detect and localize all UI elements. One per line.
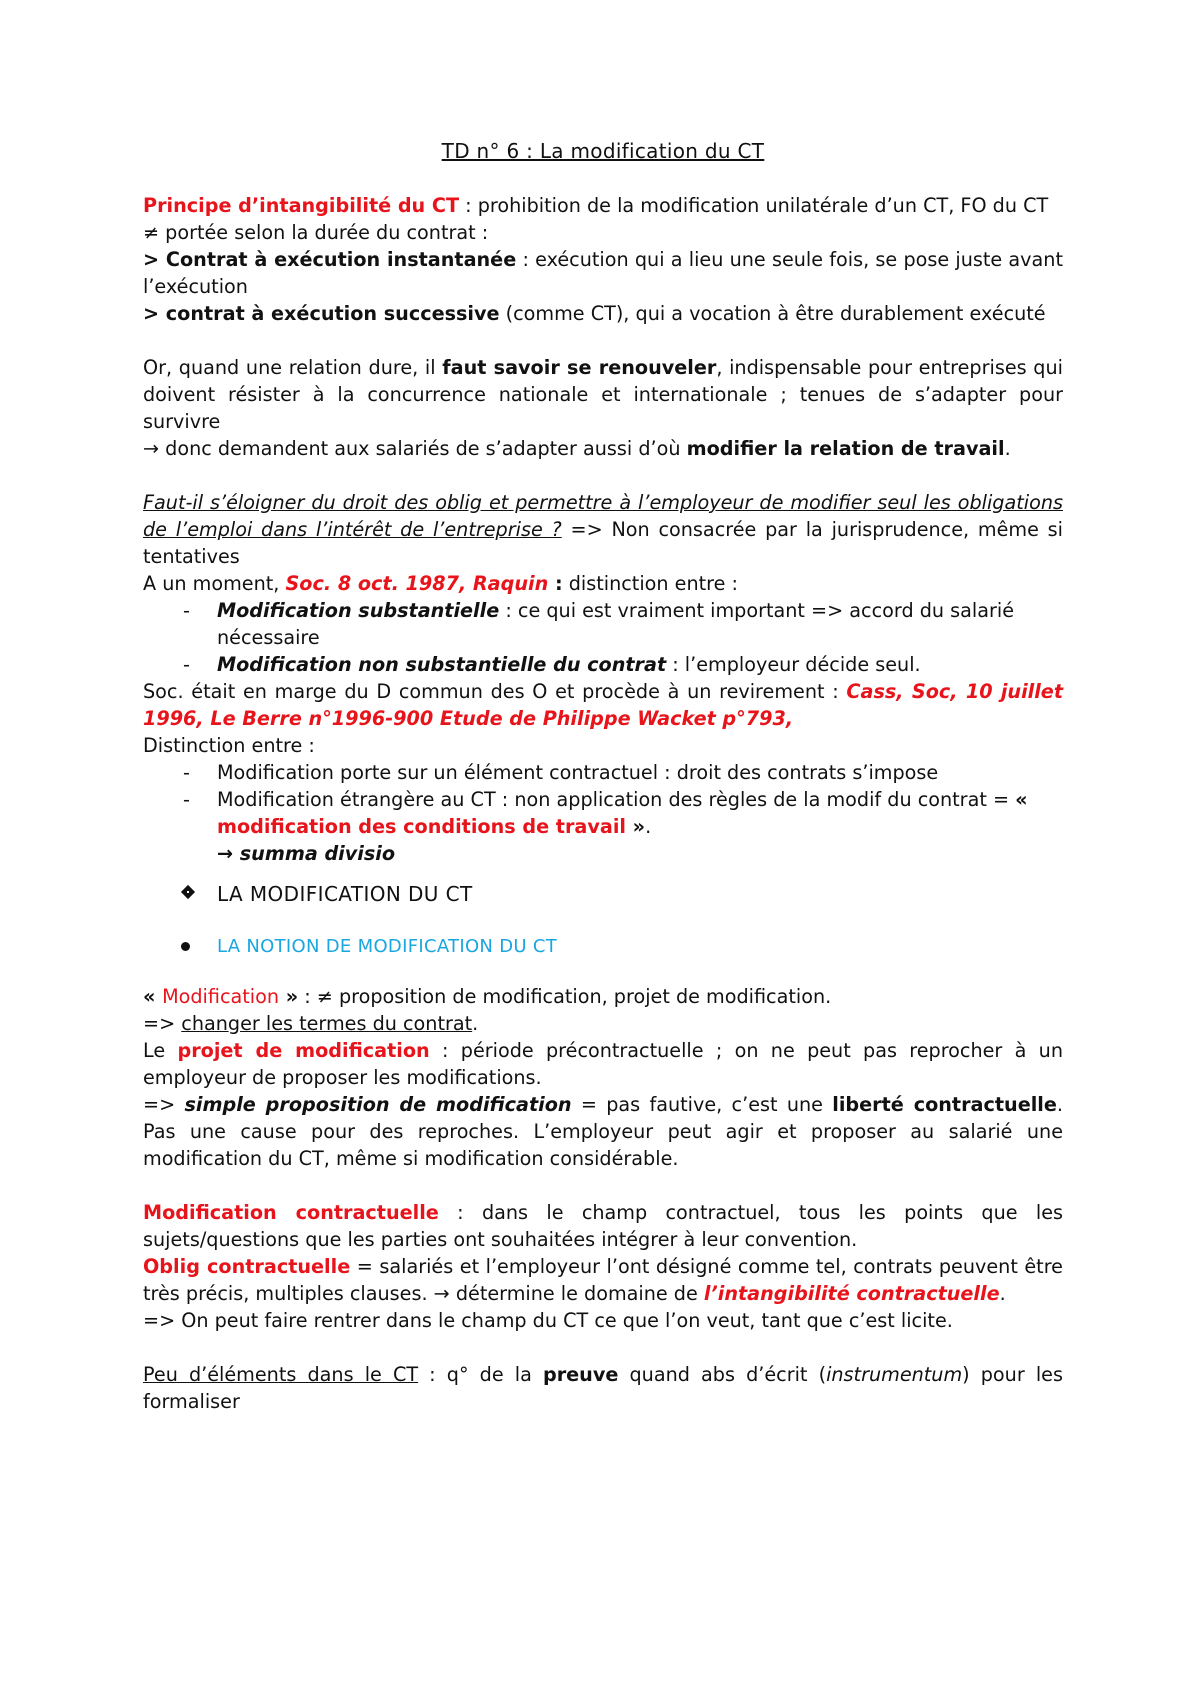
term-renouveler: faut savoir se renouveler	[442, 356, 717, 379]
text: .	[472, 1012, 479, 1035]
text: =>	[143, 1012, 182, 1035]
text: =>	[143, 1093, 185, 1116]
paragraph-simple-proposition	[143, 1091, 1063, 1172]
heading-1	[143, 879, 1063, 909]
term-modifier-relation: modifier la relation de travail	[686, 437, 1005, 460]
text: , indispensable pour entreprises qui doivent résister à la concurrence nationale et internationale ; tenues de s’adapter pour survivre	[143, 356, 1063, 433]
term-simple-proposition: simple proposition de modification	[184, 1093, 572, 1116]
document-body	[143, 138, 1063, 1415]
text: A un moment,	[143, 572, 286, 595]
term-instantanee: Contrat à exécution instantanée	[165, 248, 517, 271]
text: : prohibition de la modification unilatérale d’un CT, FO du CT	[459, 194, 1049, 217]
spacer	[143, 327, 1063, 354]
text: → donc demandent aux salariés de s’adapter aussi d’où	[143, 437, 687, 460]
term-oblig-contractuelle: Oblig contractuelle	[143, 1255, 351, 1278]
text: ) pour les formaliser	[143, 1363, 1063, 1413]
term-intangibilite-contractuelle: l’intangibilité contractuelle	[703, 1282, 1000, 1305]
text: : dans le champ contractuel, tous les points que les sujets/questions que les parties ont souhaitées intégrer à leur convention.	[143, 1201, 1064, 1251]
spacer	[143, 462, 1063, 489]
text: quand abs d’écrit (	[618, 1363, 827, 1386]
text: Soc. était en marge du D commun des O et procède à un revirement :	[143, 680, 847, 703]
question-text: Faut-il s’éloigner du droit des oblig et permettre à l’employeur de modifier seul les obligations de l’emploi dans l’intérêt de l’entreprise ?	[143, 491, 1063, 541]
paragraph-intangibility	[143, 192, 1063, 219]
summa-divisio	[143, 840, 1063, 867]
term-non-substantielle: Modification non substantielle du contrat	[217, 653, 667, 676]
term-changer-termes: changer les termes du contrat	[181, 1012, 473, 1035]
text: = salariés et l’employeur l’ont désigné comme tel, contrats peuvent être très précis, multiples clauses. → détermine le domaine de	[143, 1255, 1063, 1305]
text: . Pas une cause pour des reproches. L’employeur peut agir et proposer au salarié une modification du CT, même si modification considérable.	[143, 1093, 1063, 1170]
heading-2-text: LA NOTION DE MODIFICATION DU CT	[217, 935, 558, 957]
term-modification: Modification	[162, 985, 280, 1008]
text: Le	[143, 1039, 178, 1062]
text: (comme CT), qui a vocation à être durablement exécuté	[499, 302, 1046, 325]
text: .	[645, 815, 652, 838]
paragraph-question	[143, 489, 1063, 570]
paragraph-preuve	[143, 1361, 1063, 1415]
dash-marker: -	[183, 599, 190, 622]
list-item-element-contractuel	[143, 759, 1063, 786]
text: : période précontractuelle ; on ne peut pas reprocher à un employeur de proposer les modifications.	[143, 1039, 1063, 1089]
dash-marker: -	[183, 788, 190, 811]
text: .	[999, 1282, 1006, 1305]
term-intangibility: Principe d’intangibilité du CT	[143, 194, 460, 217]
heading-2	[143, 931, 1063, 961]
paragraph-portee: ≠ portée selon la durée du contrat :	[143, 221, 489, 244]
text: : exécution qui a lieu une seule fois, se pose juste avant l’exécution	[143, 248, 1063, 298]
paragraph-oblig-contractuelle	[143, 1253, 1063, 1307]
term-substantielle: Modification substantielle	[217, 599, 500, 622]
quote-close: »	[279, 985, 299, 1008]
text: : l’employeur décide seul.	[666, 653, 921, 676]
prefix: >	[143, 248, 166, 271]
paragraph-renouveler	[143, 354, 1063, 435]
summa-divisio-text: → summa divisio	[217, 842, 396, 865]
term-conditions-travail: modification des conditions de travail	[217, 815, 626, 838]
text: Modification étrangère au CT : non application des règles de la modif du contrat =	[217, 788, 1016, 811]
quote-close: »	[626, 815, 646, 838]
term-preuve: preuve	[542, 1363, 619, 1386]
text: = pas fautive, c’est une	[571, 1093, 833, 1116]
quote-open: «	[1015, 788, 1028, 811]
text: Or, quand une relation dure, il	[143, 356, 443, 379]
spacer	[143, 1334, 1063, 1361]
term-projet-modification: projet de modification	[177, 1039, 430, 1062]
document-title: TD n° 6 : La modification du CT	[441, 139, 765, 163]
paragraph-projet	[143, 1037, 1063, 1091]
text: .	[1004, 437, 1011, 460]
paragraph-changer	[143, 1010, 1063, 1037]
list-item-etrangere	[143, 786, 1063, 840]
paragraph-modification-contractuelle	[143, 1199, 1063, 1253]
case-reference-raquin: Soc. 8 oct. 1987, Raquin	[285, 572, 549, 595]
text: : ce qui est vraiment important => accord du salarié nécessaire	[217, 599, 1015, 649]
diamond-bullet-icon	[181, 885, 195, 899]
dash-marker: -	[183, 761, 190, 784]
paragraph-adapter	[143, 435, 1063, 462]
round-bullet-icon	[181, 942, 190, 951]
spacer	[143, 961, 1063, 983]
term-liberte-contractuelle: liberté contractuelle	[832, 1093, 1057, 1116]
term-successive: contrat à exécution successive	[165, 302, 500, 325]
prefix: >	[143, 302, 166, 325]
paragraph-instantanee	[143, 246, 1063, 300]
list-item-non-substantielle	[143, 651, 1063, 678]
paragraph-distinction: Distinction entre :	[143, 734, 315, 757]
list-item-substantielle	[143, 597, 1063, 651]
paragraph-raquin	[143, 570, 1063, 597]
spacer	[143, 1172, 1063, 1199]
term-peu-elements: Peu d’éléments dans le CT	[143, 1363, 419, 1386]
heading-1-text: LA MODIFICATION DU CT	[217, 881, 473, 906]
text: Modification porte sur un élément contractuel : droit des contrats s’impose	[217, 761, 939, 784]
term-modification-contractuelle: Modification contractuelle	[143, 1201, 439, 1224]
text: => Non consacrée par la jurisprudence, même si tentatives	[143, 518, 1063, 568]
case-reference-le-berre: Cass, Soc, 10 juillet 1996, Le Berre n°1996-900 Etude de Philippe Wacket p°793,	[143, 680, 1063, 730]
text: :	[548, 572, 563, 595]
quote-open: «	[143, 985, 163, 1008]
text: distinction entre :	[562, 572, 738, 595]
text: : q° de la	[418, 1363, 543, 1386]
paragraph-revirement	[143, 678, 1063, 732]
text: : ≠ proposition de modification, projet de modification.	[298, 985, 832, 1008]
paragraph-successive	[143, 300, 1063, 327]
paragraph-licite: => On peut faire rentrer dans le champ du CT ce que l’on veut, tant que c’est licite.	[143, 1309, 953, 1332]
dash-marker: -	[183, 653, 190, 676]
paragraph-modification-def	[143, 983, 1063, 1010]
term-instrumentum: instrumentum	[826, 1363, 963, 1386]
